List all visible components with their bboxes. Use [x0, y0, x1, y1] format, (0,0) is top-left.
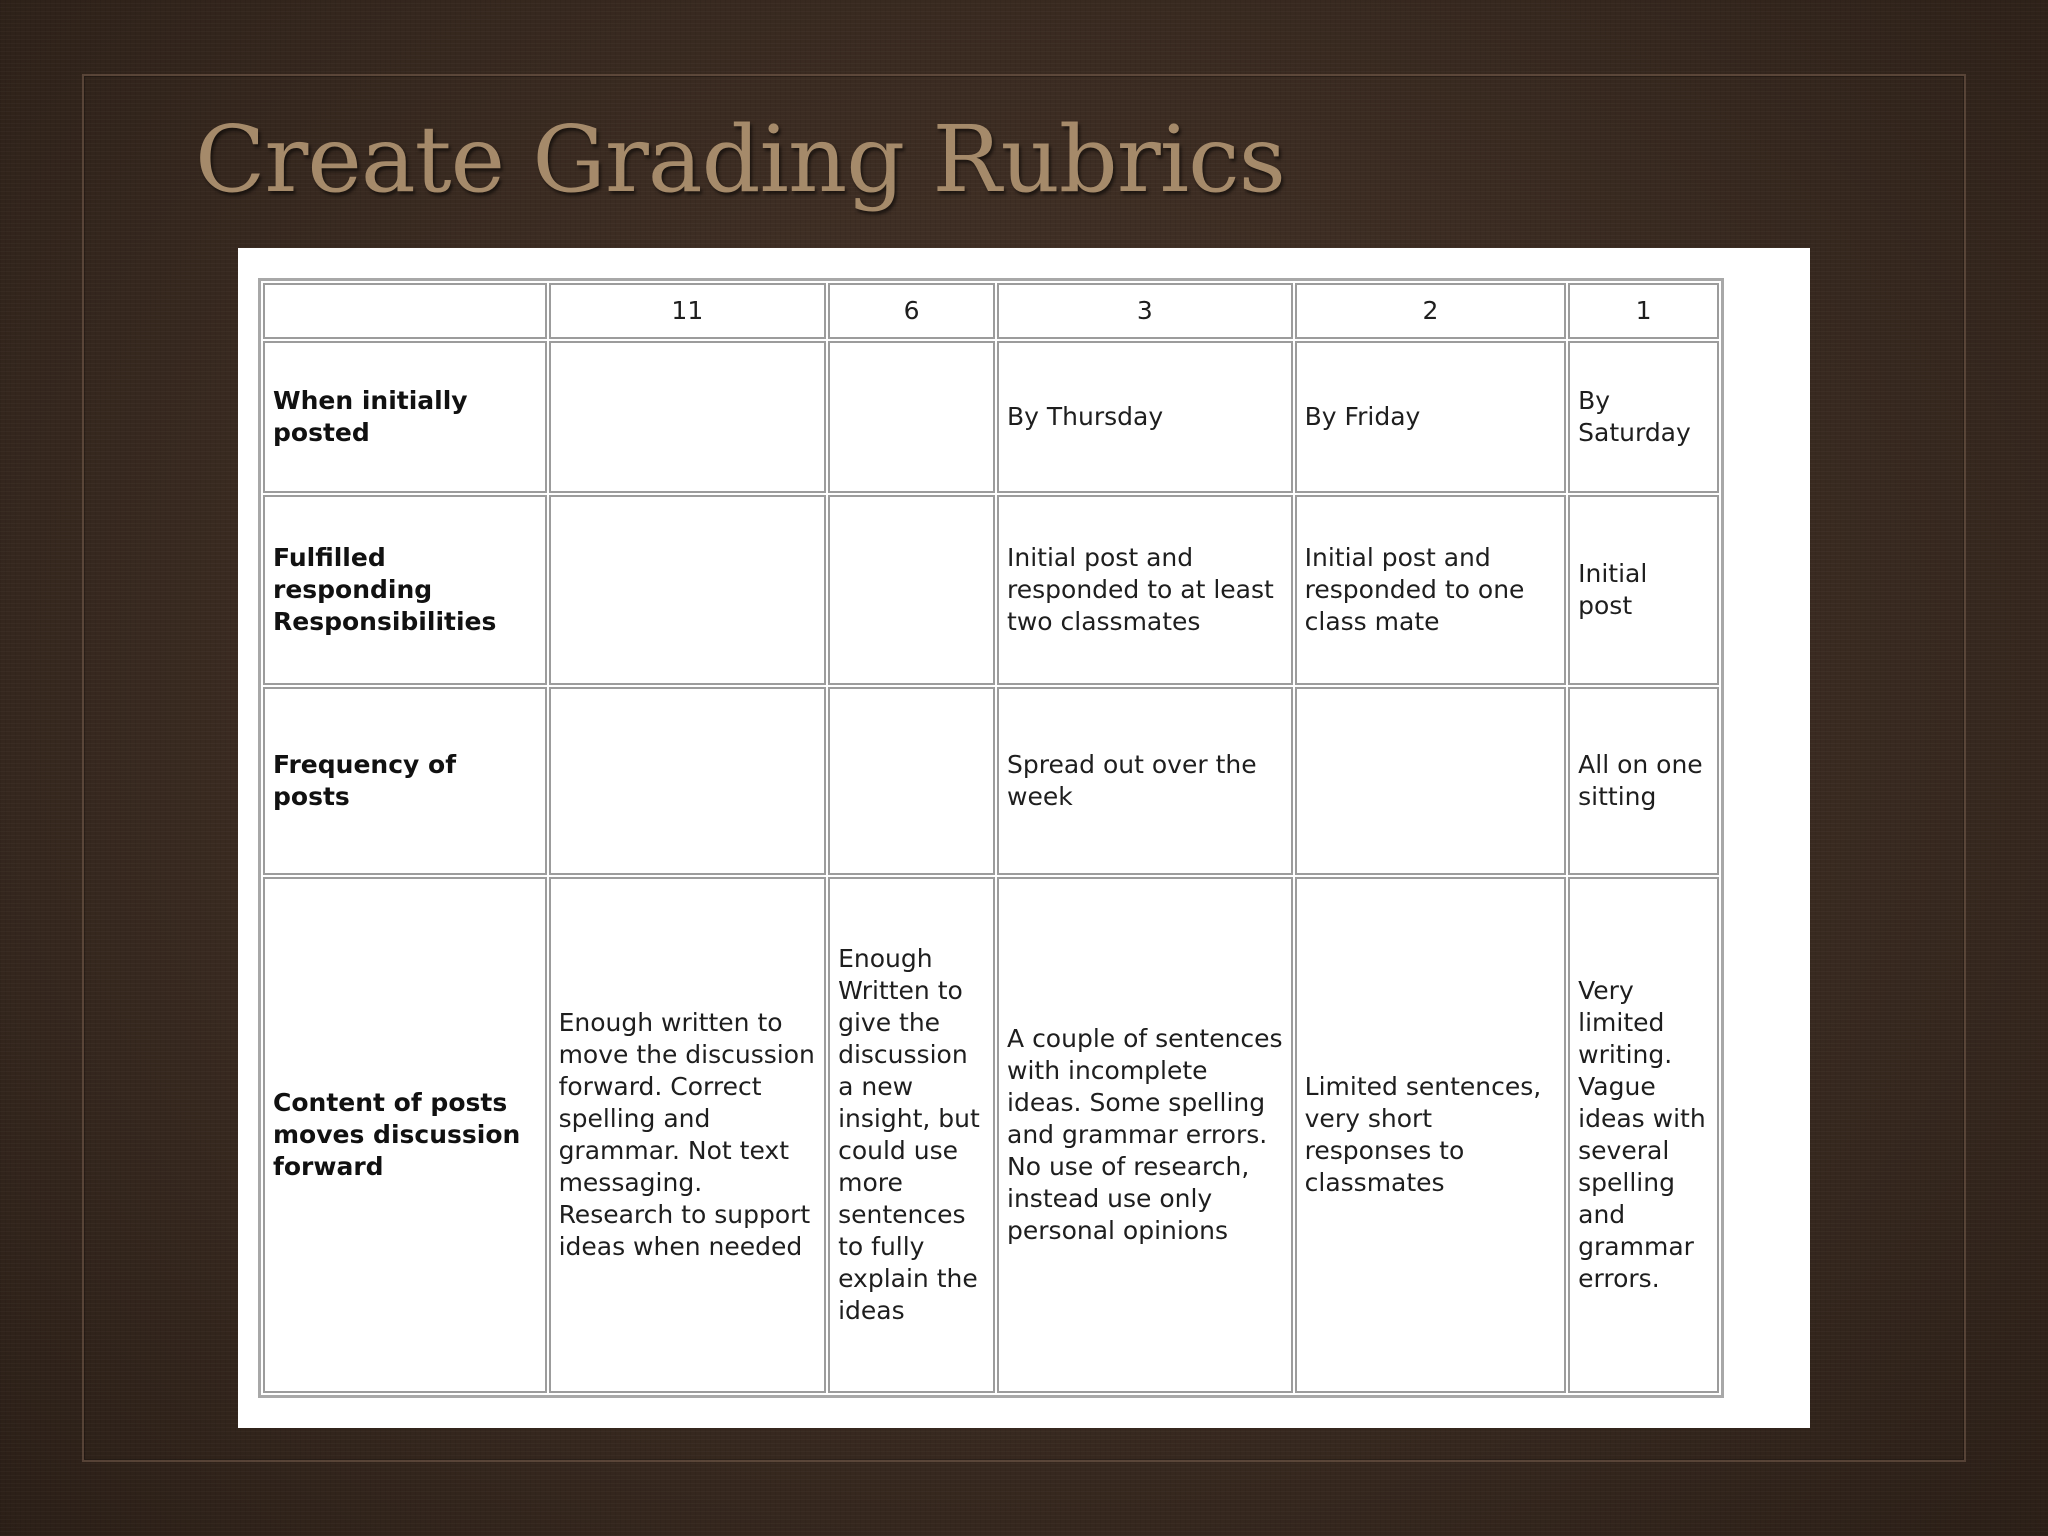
rubric-cell: Enough Written to give the discussion a new insight, but could use more sentences to fully explain the ideas — [828, 877, 995, 1393]
rubric-cell — [1295, 687, 1567, 875]
slide-title: Create Grading Rubrics — [195, 106, 1285, 213]
rubric-header-row — [263, 283, 1719, 339]
rubric-row-frequency — [263, 687, 1719, 875]
rubric-row-when-posted — [263, 341, 1719, 493]
rubric-cell: Very limited writing. Vague ideas with several spelling and grammar errors. — [1568, 877, 1719, 1393]
rubric-cell — [549, 495, 827, 685]
criterion-label: Frequency of posts — [263, 687, 547, 875]
rubric-row-responsibilities — [263, 495, 1719, 685]
rubric-cell: All on one sitting — [1568, 687, 1719, 875]
header-cell-score-6: 6 — [828, 283, 995, 339]
rubric-cell: A couple of sentences with incomplete ideas. Some spelling and grammar errors. No use of research, instead use only personal opinions — [997, 877, 1293, 1393]
rubric-panel — [238, 248, 1810, 1428]
rubric-cell — [549, 687, 827, 875]
criterion-label: When initially posted — [263, 341, 547, 493]
header-cell-score-11: 11 — [549, 283, 827, 339]
rubric-cell — [549, 341, 827, 493]
rubric-cell: Enough written to move the discussion forward. Correct spelling and grammar. Not text messaging. Research to support ideas when needed — [549, 877, 827, 1393]
rubric-table — [258, 278, 1724, 1398]
header-cell-criteria — [263, 283, 547, 339]
rubric-cell — [828, 687, 995, 875]
rubric-cell — [828, 495, 995, 685]
header-cell-score-1: 1 — [1568, 283, 1719, 339]
header-cell-score-2: 2 — [1295, 283, 1567, 339]
rubric-cell: By Friday — [1295, 341, 1567, 493]
rubric-cell: Spread out over the week — [997, 687, 1293, 875]
rubric-cell: By Saturday — [1568, 341, 1719, 493]
rubric-cell: Initial post — [1568, 495, 1719, 685]
criterion-label: Fulfilled responding Responsibilities — [263, 495, 547, 685]
rubric-cell: Initial post and responded to one class mate — [1295, 495, 1567, 685]
rubric-cell: Initial post and responded to at least two classmates — [997, 495, 1293, 685]
header-cell-score-3: 3 — [997, 283, 1293, 339]
rubric-cell — [828, 341, 995, 493]
rubric-cell: Limited sentences, very short responses to classmates — [1295, 877, 1567, 1393]
criterion-label: Content of posts moves discussion forward — [263, 877, 547, 1393]
rubric-cell: By Thursday — [997, 341, 1293, 493]
rubric-row-content — [263, 877, 1719, 1393]
